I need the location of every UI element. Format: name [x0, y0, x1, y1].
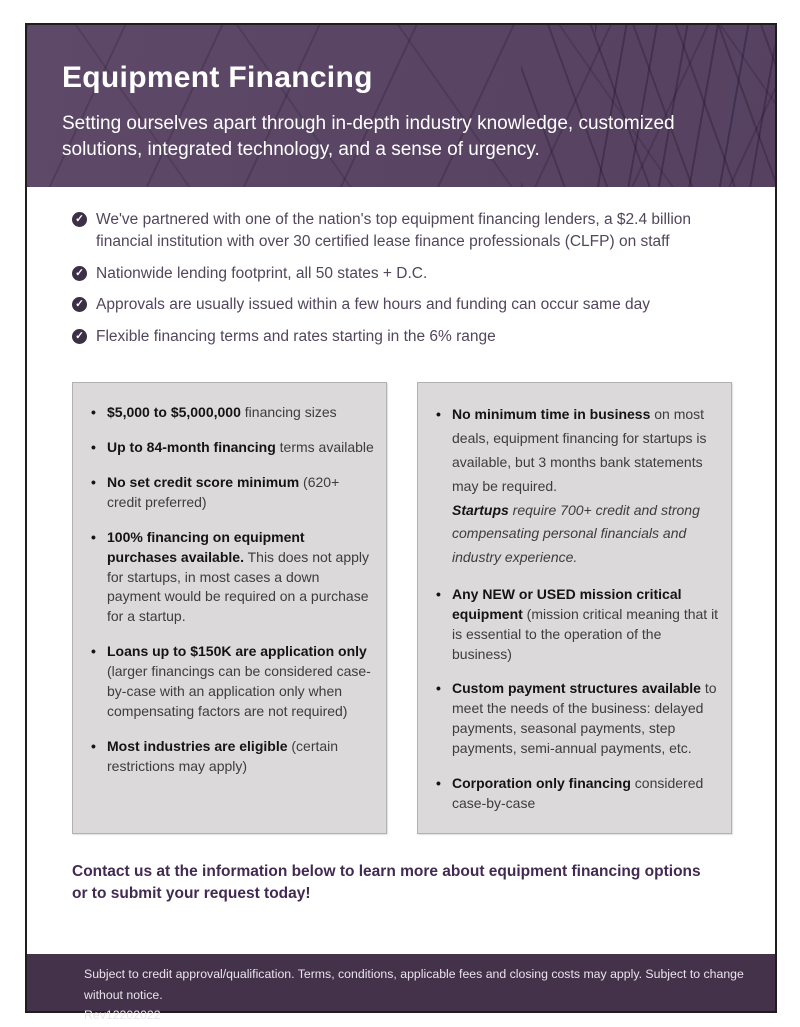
text-segment: We've partnered with one of the nation's top equipment financing lenders, a $2.4 billion financial institution with over 30 certified lease finance professionals (CLFP) on staff [96, 211, 692, 251]
intro-bullet [72, 294, 735, 316]
text-segment: No minimum time in business [452, 406, 651, 423]
text-segment: (620+ credit preferred) [107, 474, 340, 510]
intro-bullet [72, 209, 735, 254]
text-segment: terms available [275, 439, 374, 456]
bullet-text [452, 775, 703, 811]
terms-bullet [432, 774, 721, 814]
text-segment: $5,000 to $5,000,000 [107, 404, 241, 421]
text-segment: require 700+ credit and strong compensating personal financials and industry experience. [452, 501, 700, 566]
text-segment: Approvals are usually issued within a few hours and funding can occur same day [96, 296, 651, 314]
text-segment: (larger financings can be considered case-by-case with an application only when compensating factors are not required) [107, 663, 371, 719]
terms-bullet [432, 585, 721, 665]
terms-bullet [432, 403, 721, 570]
bullet-text [452, 586, 718, 662]
intro-bullet-list [72, 209, 735, 348]
bullet-text [452, 406, 706, 565]
check-icon: ✓ [72, 297, 87, 312]
bullet-text [96, 263, 427, 285]
terms-box-right [417, 382, 732, 833]
terms-bullet [432, 679, 721, 759]
bullet-dot-icon: • [436, 680, 441, 697]
contact-cta: Contact us at the information below to learn more about equipment financing options or to submit your request today! [72, 862, 701, 902]
terms-bullet [87, 642, 376, 722]
terms-box-left [72, 382, 387, 833]
footer-disclaimer: Subject to credit approval/qualification. Terms, conditions, applicable fees and closing costs may apply. Subject to change without notice. [84, 967, 744, 1002]
bullet-text [107, 738, 338, 774]
check-icon: ✓ [72, 329, 87, 344]
bullet-dot-icon: • [91, 528, 96, 545]
text-segment: Up to 84-month financing [107, 439, 276, 456]
text-segment: Corporation only financing [452, 774, 631, 791]
text-segment: Startups [452, 501, 509, 518]
page-title: Equipment Financing [62, 61, 373, 94]
bullet-text [96, 294, 650, 316]
bullet-dot-icon: • [91, 474, 96, 491]
text-segment: Loans up to $150K are application only [107, 643, 367, 660]
check-icon: ✓ [72, 212, 87, 227]
bullet-dot-icon: • [91, 404, 96, 421]
text-segment: (certain restrictions may apply) [107, 737, 339, 774]
terms-bullet [87, 528, 376, 627]
bullet-text [96, 209, 735, 254]
bullet-dot-icon: • [91, 737, 96, 754]
text-segment: on most deals, equipment financing for startups is available, but 3 months bank statements may be required. [452, 406, 707, 494]
terms-bullet [87, 438, 376, 458]
footer-revision: Rev12202022 [84, 1008, 161, 1023]
text-segment: Most industries are eligible [107, 737, 288, 754]
text-segment: This does not apply for startups, in most cases a down payment would be required on a purchase for a startup. [107, 548, 370, 625]
bullet-text [452, 680, 717, 756]
info-boxes [72, 382, 775, 833]
text-segment: financing sizes [240, 404, 337, 421]
text-segment: Nationwide lending footprint, all 50 states + D.C. [96, 264, 428, 282]
header-subtitle: Setting ourselves apart through in-depth industry knowledge, customized solutions, integrated technology, and a sense of urgency. [62, 113, 675, 161]
bullet-dot-icon: • [91, 643, 96, 660]
bullet-text [96, 326, 496, 348]
text-segment: No set credit score minimum [107, 474, 300, 491]
text-segment: considered case-by-case [452, 774, 704, 811]
bullet-dot-icon: • [436, 406, 441, 423]
terms-bullet [87, 473, 376, 513]
header-banner [27, 25, 775, 187]
text-segment: 100% financing on equipment purchases available. [107, 528, 305, 565]
terms-bullet [87, 737, 376, 777]
bullet-text [107, 529, 369, 625]
bullet-text [107, 643, 371, 719]
text-segment: to meet the needs of the business: delayed payments, seasonal payments, step payments, semi-annual payments, etc. [452, 680, 717, 757]
bullet-text [107, 439, 374, 455]
flyer-page [25, 23, 777, 1023]
intro-bullet [72, 263, 735, 285]
footer [27, 954, 775, 1023]
terms-bullet [87, 403, 376, 423]
text-segment: Any NEW or USED mission critical equipment [452, 585, 682, 622]
check-icon: ✓ [72, 266, 87, 281]
bullet-text [107, 474, 339, 510]
bullet-text [107, 404, 337, 420]
bullet-dot-icon: • [436, 585, 441, 602]
bullet-dot-icon: • [436, 774, 441, 791]
bullet-dot-icon: • [91, 439, 96, 456]
text-segment: Flexible financing terms and rates starting in the 6% range [96, 327, 496, 345]
intro-bullet [72, 326, 735, 348]
text-segment: Custom payment structures available [452, 680, 701, 697]
text-segment: (mission critical meaning that it is essential to the operation of the business) [452, 605, 719, 662]
